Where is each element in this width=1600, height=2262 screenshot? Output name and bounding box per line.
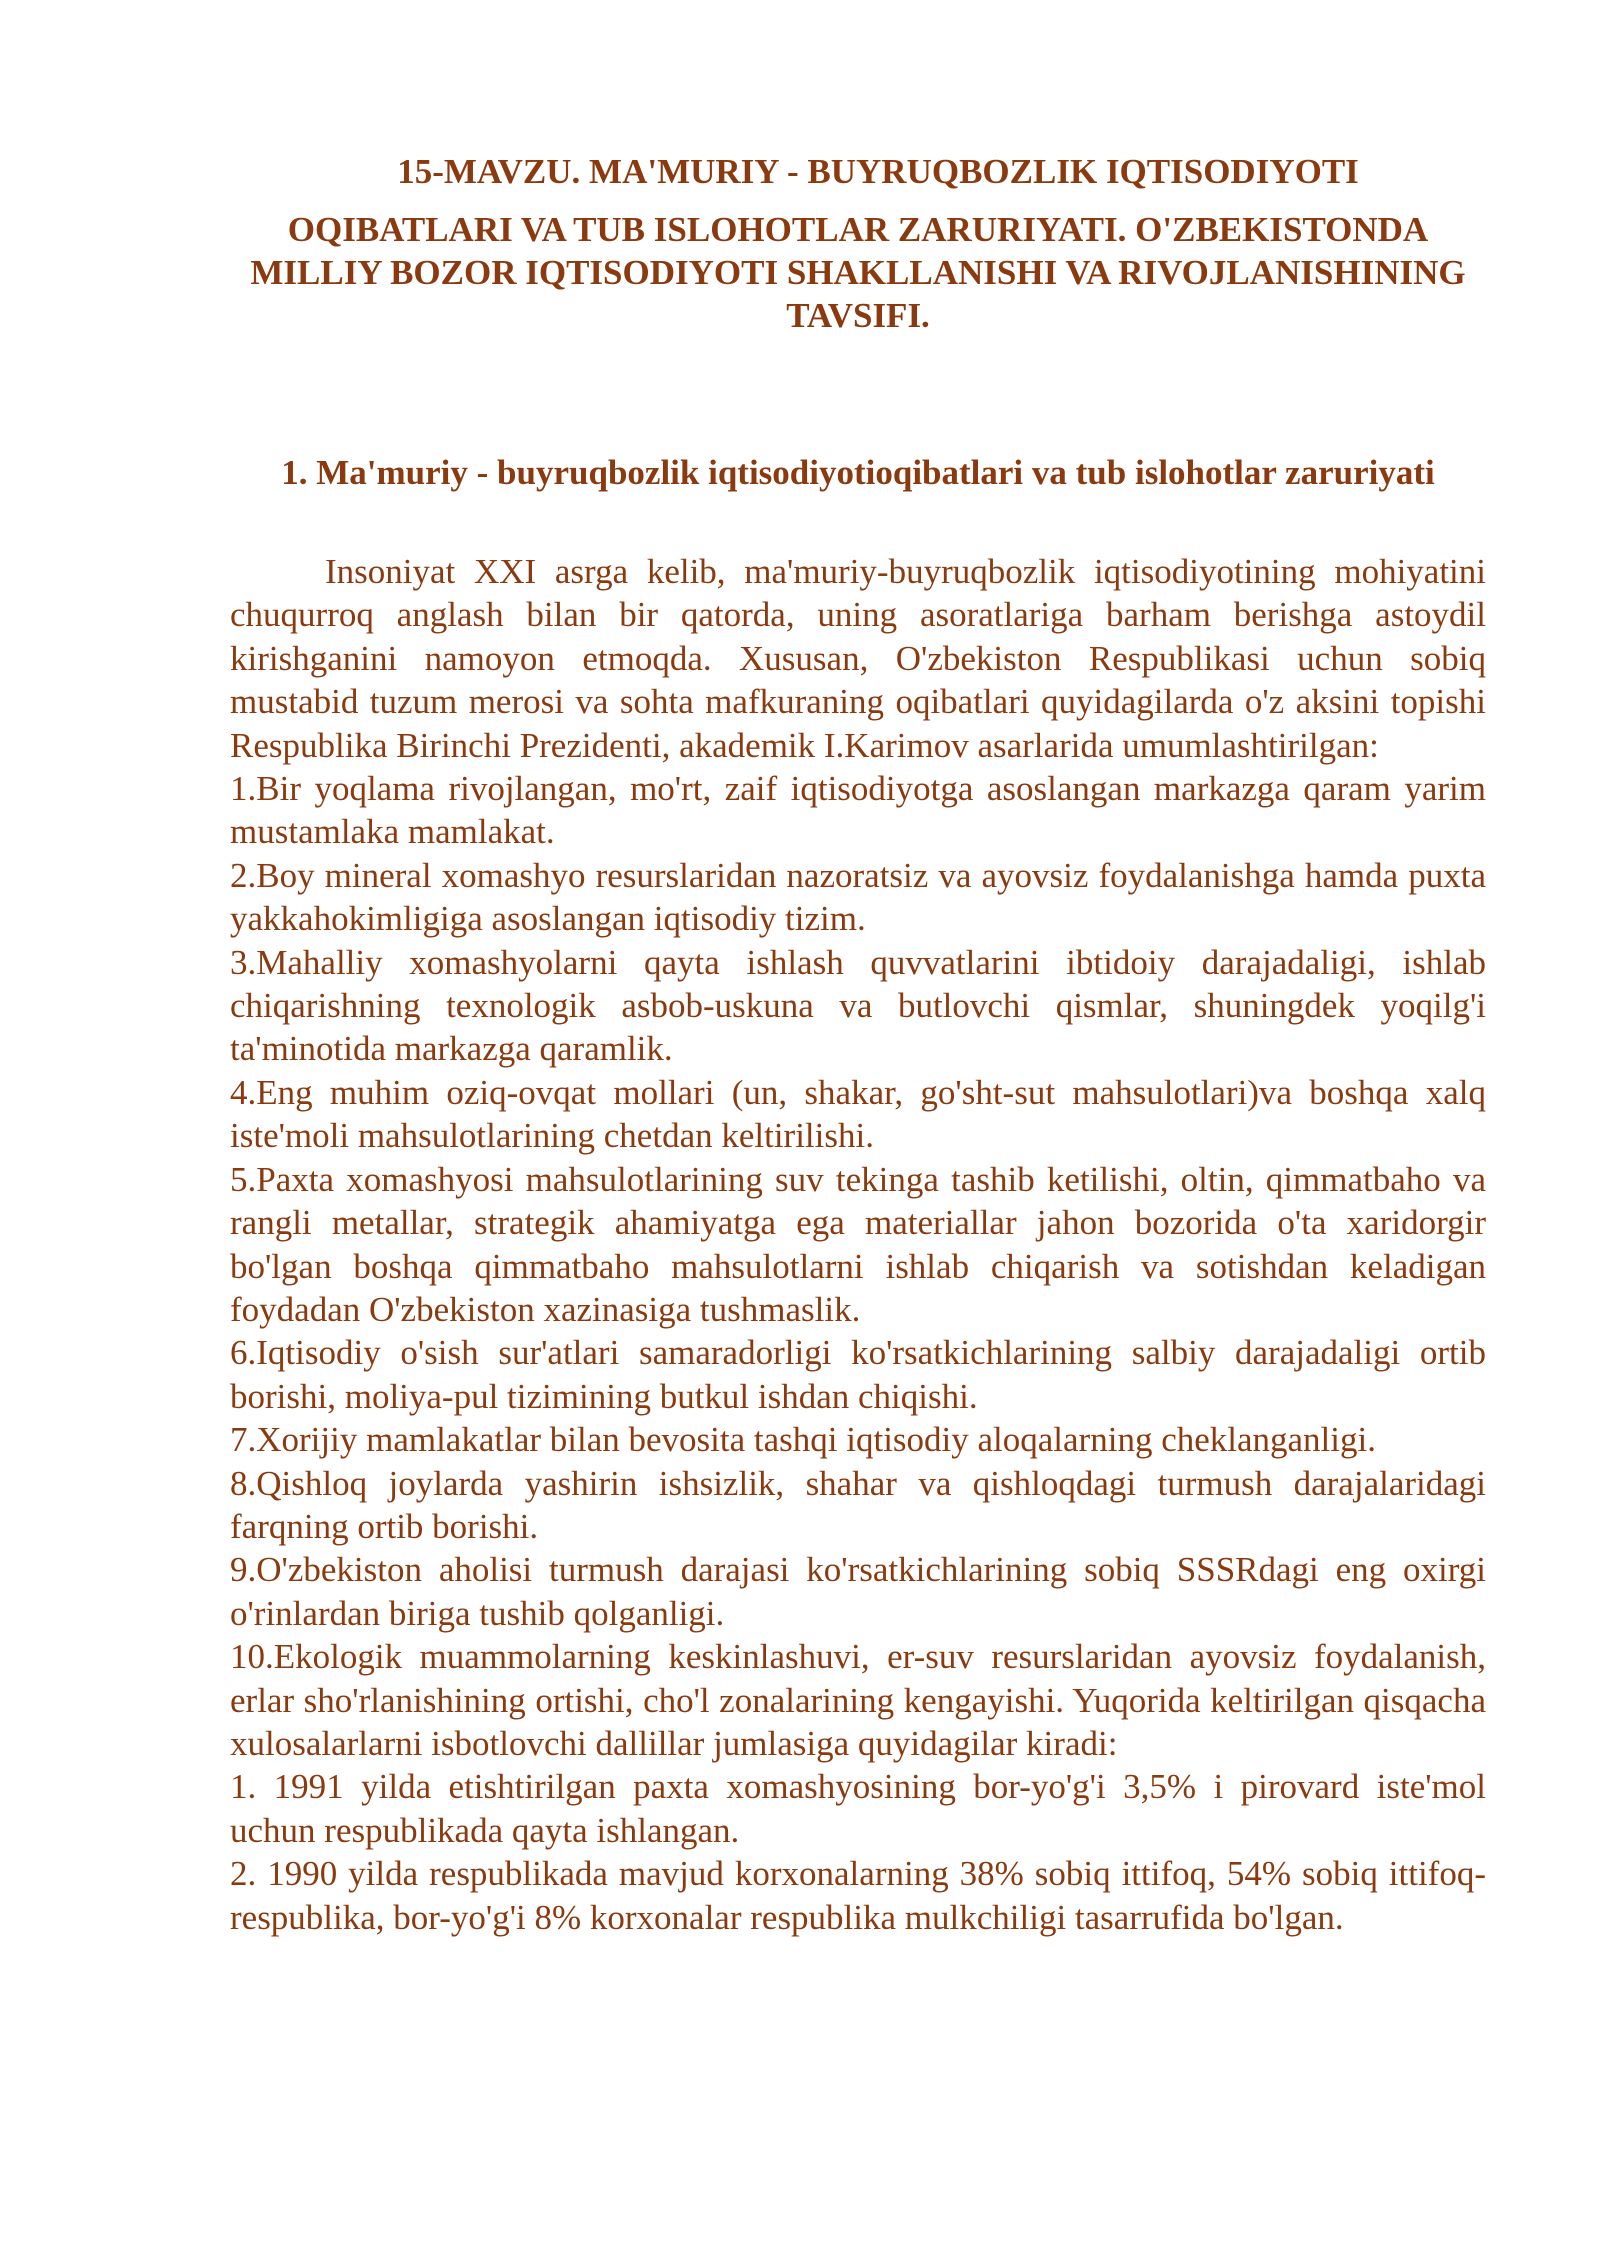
intro-paragraph: Insoniyat XXI asrga kelib, ma'muriy-buyruqbozlik iqtisodiyotining mohiyatini chuqurroq anglash bilan bir qatorda, uning asoratlariga barham berishga astoydil kirishganini namoyon etmoqda. Xususan, O'zbekiston Respublikasi uchun sobiq mustabid tuzum merosi va sohta mafkuraning oqibatlari quyidagilarda o'z aksini topishi Respublika Birinchi Prezidenti, akademik I.Karimov asarlarida umumlashtirilgan: [230, 552, 1486, 765]
document-title [230, 150, 1486, 337]
list-item: 10.Ekologik muammolarning keskinlashuvi, er-suv resurslaridan ayovsiz foydalanish, erlar sho'rlanishining ortishi, cho'l zonalarining kengayishi. Yuqorida keltirilgan qisqacha xulosalarlarni isbotlovchi dallillar jumlasiga quyidagilar kiradi: [230, 1637, 1486, 1763]
page-content [230, 150, 1486, 1939]
list-item: 5.Paxta xomashyosi mahsulotlarining suv tekinga tashib ketilishi, oltin, qimmatbaho va rangli metallar, strategik ahamiyatga ega materiallar jahon bozorida o'ta xaridorgir bo'lgan boshqa qimmatbaho mahsulotlarni ishlab chiqarish va sotishdan keladigan foydadan O'zbekiston xazinasiga tushmaslik. [230, 1159, 1486, 1329]
list-item: 6.Iqtisodiy o'sish sur'atlari samaradorligi ko'rsatkichlarining salbiy darajadaligi ortib borishi, moliya-pul tizimining butkul ishdan chiqishi. [230, 1333, 1486, 1416]
list-item: 1.Bir yoqlama rivojlangan, mo'rt, zaif iqtisodiyotga asoslangan markazga qaram yarim mustamlaka mamlakat. [230, 769, 1486, 852]
list-item: 9.O'zbekiston aholisi turmush darajasi ko'rsatkichlarining sobiq SSSRdagi eng oxirgi o'rinlardan biriga tushib qolganligi. [230, 1550, 1486, 1633]
list-item: 3.Mahalliy xomashyolarni qayta ishlash quvvatlarini ibtidoiy darajadaligi, ishlab chiqarishning texnologik asbob-uskuna va butlovchi qismlar, shuningdek yoqilg'i ta'minotida markazga qaramlik. [230, 942, 1486, 1069]
list-item: 7.Xorijiy mamlakatlar bilan bevosita tashqi iqtisodiy aloqalarning cheklanganligi. [230, 1420, 1376, 1460]
list-item: 4.Eng muhim oziq-ovqat mollari (un, shakar, go'sht-sut mahsulotlari)va boshqa xalq iste'moli mahsulotlarining chetdan keltirilishi. [230, 1072, 1486, 1156]
title-line-1: 15-MAVZU. MA'MURIY - BUYRUQBOZLIK IQTISODIYOTI [397, 152, 1359, 191]
title-line-2: OQIBATLARI VA TUB ISLOHOTLAR ZARURIYATI. O'ZBEKISTONDA MILLIY BOZOR IQTISODIYOTI SHAKLLANISHI VA RIVOJLANISHINING TAVSIFI. [250, 210, 1466, 335]
list-item: 1. 1991 yilda etishtirilgan paxta xomashyosining bor-yo'g'i 3,5% i pirovard iste'mol uchun respublikada qayta ishlangan. [230, 1767, 1486, 1850]
body-text [230, 550, 1486, 1939]
list-item: 2. 1990 yilda respublikada mavjud korxonalarning 38% sobiq ittifoq, 54% sobiq ittifoq-respublika, bor-yo'g'i 8% korxonalar respublika mulkchiligi tasarrufida bo'lgan. [230, 1854, 1486, 1937]
section-heading: 1. Ma'muriy - buyruqbozlik iqtisodiyotioqibatlari va tub islohotlar zaruriyati [281, 453, 1435, 492]
list-item: 2.Boy mineral xomashyo resurslaridan nazoratsiz va ayovsiz foydalanishga hamda puxta yakkahokimligiga asoslangan iqtisodiy tizim. [230, 855, 1486, 939]
list-item: 8.Qishloq joylarda yashirin ishsizlik, shahar va qishloqdagi turmush darajalaridagi farqning ortib borishi. [230, 1463, 1486, 1546]
